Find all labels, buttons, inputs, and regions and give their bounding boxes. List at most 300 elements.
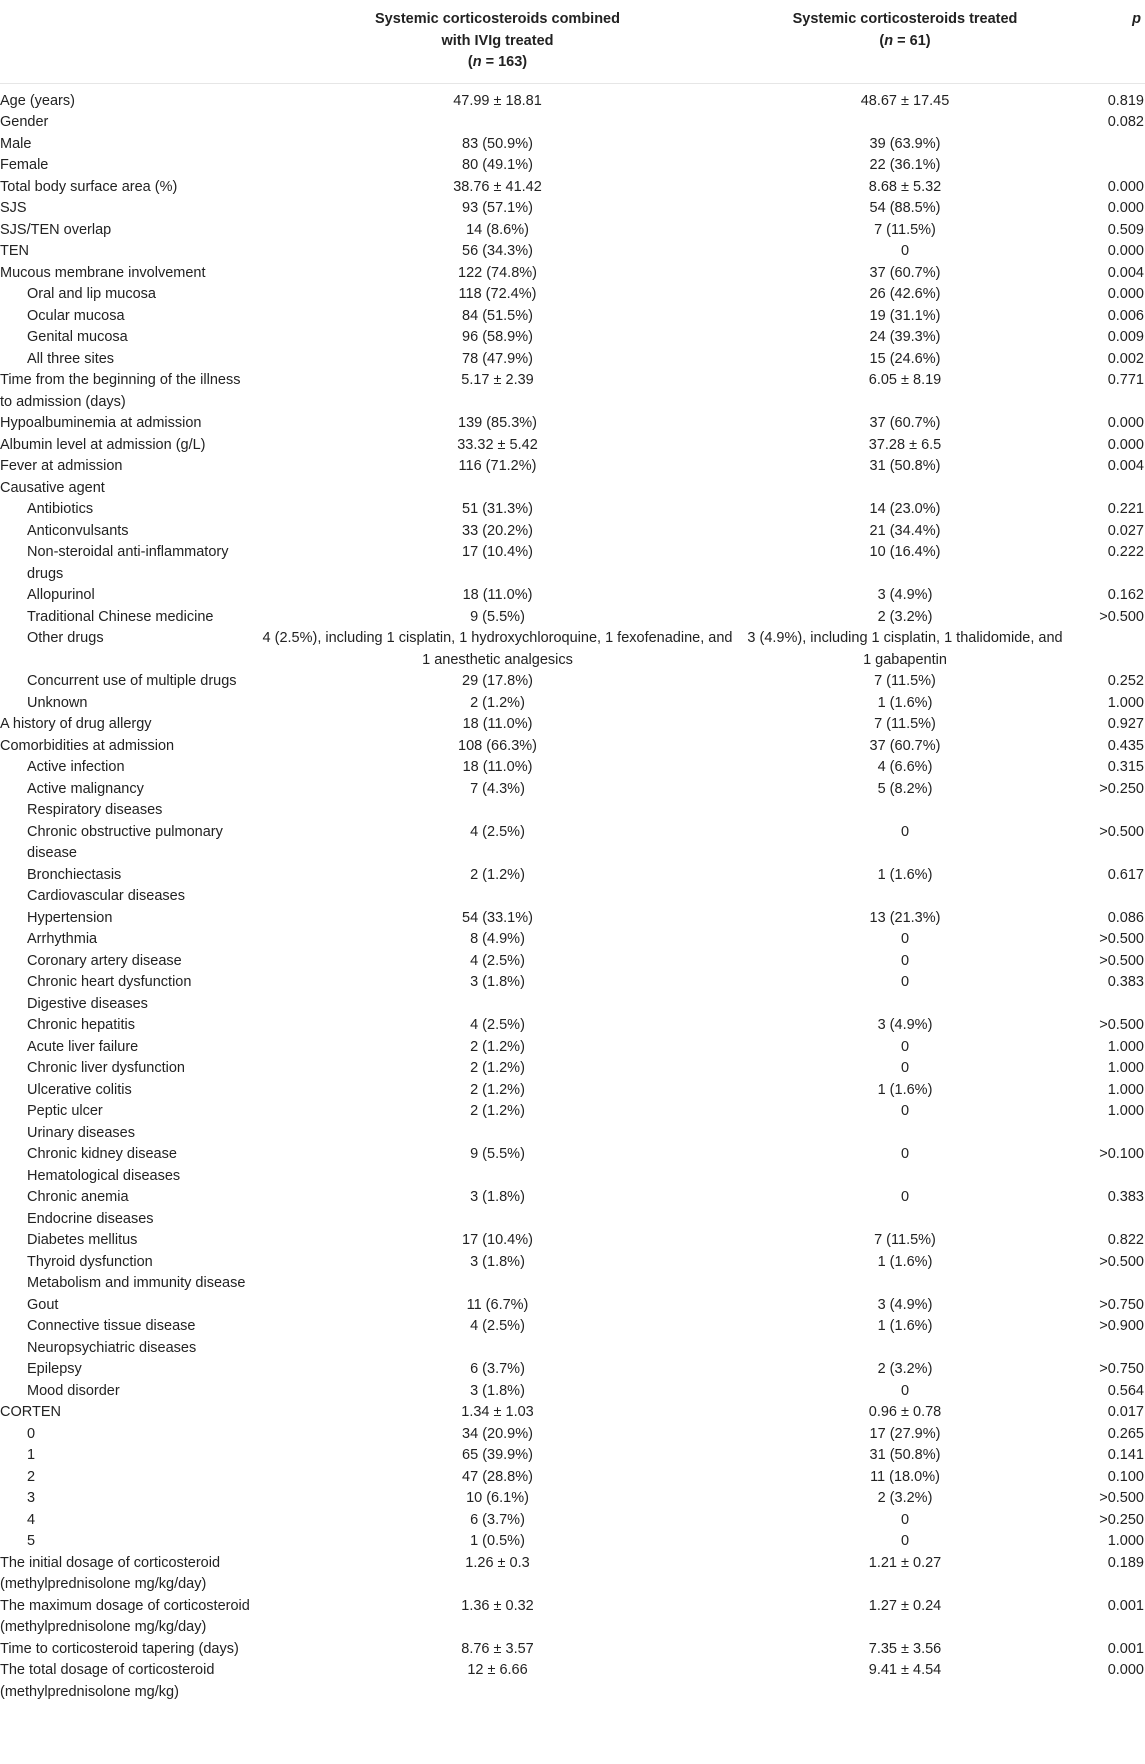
ivig-group-value: 6 (3.7%): [470, 1361, 525, 1377]
table-row: [0, 1424, 1145, 1446]
steroid-group-value: 37 (60.7%): [869, 264, 941, 281]
p-value: 0.000: [1107, 436, 1144, 453]
table-row: [0, 1209, 1145, 1231]
table-row: [0, 1596, 1145, 1639]
row-label: Total body surface area (%): [0, 178, 178, 195]
p-value: 0.564: [1107, 1382, 1144, 1399]
p-value: 0.004: [1107, 458, 1144, 474]
p-value: 1.000: [1107, 1103, 1144, 1119]
row-label: A history of drug allergy: [0, 716, 152, 732]
p-value: [1070, 478, 1145, 500]
table-row: [0, 865, 1145, 887]
ivig-group-value: 1.26 ± 0.3: [465, 1554, 530, 1571]
row-label: Other drugs: [27, 630, 104, 646]
row-label: Chronic obstructive pulmonary disease: [27, 823, 223, 861]
ivig-group-value: 14 (8.6%): [466, 221, 529, 238]
p-value: 0.509: [1107, 221, 1144, 238]
row-label: Diabetes mellitus: [27, 1232, 138, 1248]
steroid-group-value: 1 (1.6%): [877, 1253, 933, 1270]
ivig-group-value: 18 (11.0%): [462, 716, 533, 732]
steroid-group-value: 2 (3.2%): [877, 608, 933, 625]
ivig-group-value: 78 (47.9%): [462, 350, 533, 367]
table-row: [0, 628, 1145, 671]
ivig-group-value: 5.17 ± 2.39: [461, 372, 534, 388]
steroid-group-value: 14 (23.0%): [869, 501, 941, 517]
steroid-group-value: 0: [900, 974, 910, 990]
table-row: [0, 1273, 1145, 1295]
table-row: [0, 1381, 1145, 1403]
table-row: [0, 1295, 1145, 1317]
ivig-group-value: 29 (17.8%): [462, 673, 533, 689]
p-value: >0.250: [1099, 1511, 1144, 1528]
row-label: Gender: [0, 114, 49, 130]
ivig-group-value: 11 (6.7%): [466, 1296, 529, 1313]
p-value: [1070, 628, 1145, 671]
ivig-group-value: 33.32 ± 5.42: [457, 436, 538, 453]
row-label: Coronary artery disease: [27, 952, 182, 969]
steroid-group-value: 37.28 ± 6.5: [868, 436, 942, 453]
p-value: >0.500: [1099, 931, 1144, 947]
row-label: TEN: [0, 243, 29, 259]
steroid-group-value: 22 (36.1%): [869, 157, 941, 173]
steroid-group-value: 39 (63.9%): [869, 135, 941, 152]
ivig-group-value: 3 (1.8%): [470, 1253, 525, 1270]
steroid-group-value: 0: [900, 1511, 910, 1528]
ivig-group-value: 47.99 ± 18.81: [453, 92, 542, 109]
steroid-group-value: 19 (31.1%): [869, 307, 941, 324]
p-value: 0.082: [1107, 114, 1144, 130]
row-label: Acute liver failure: [27, 1038, 139, 1055]
steroid-group-value: 21 (34.4%): [869, 522, 941, 539]
row-label: Oral and lip mucosa: [27, 286, 156, 302]
p-value: 0.927: [1107, 716, 1144, 732]
ivig-group-value: 9 (5.5%): [470, 1146, 525, 1162]
p-value: [1070, 1209, 1145, 1231]
steroid-group-value: 0: [900, 1146, 910, 1162]
row-label: Thyroid dysfunction: [27, 1253, 153, 1270]
table-row: [0, 671, 1145, 693]
ivig-group-value: 33 (20.2%): [462, 522, 533, 539]
row-label: Genital mucosa: [27, 329, 128, 345]
ivig-group-value: 2 (1.2%): [470, 1038, 525, 1055]
steroid-group-value: 0: [900, 243, 910, 259]
ivig-group-value: 7 (4.3%): [470, 780, 525, 797]
table-row: [0, 134, 1145, 156]
ivig-group-value: 2 (1.2%): [470, 694, 525, 711]
table-row: [0, 1187, 1145, 1209]
table-row: [0, 822, 1145, 865]
ivig-group-value: 3 (1.8%): [470, 974, 525, 990]
steroid-group-value: 0: [900, 1060, 910, 1076]
row-label: Connective tissue disease: [27, 1318, 196, 1334]
ivig-group-value: 108 (66.3%): [458, 737, 537, 754]
row-label: Causative agent: [0, 479, 105, 496]
row-label: Hematological diseases: [27, 1167, 181, 1184]
p-value: 0.100: [1107, 1468, 1144, 1485]
row-label: The total dosage of corticosteroid (methylprednisolone mg/kg): [0, 1662, 215, 1700]
row-label: Fever at admission: [0, 458, 123, 474]
steroid-group-value: 1 (1.6%): [877, 694, 933, 711]
table-row: [0, 994, 1145, 1016]
table-row: [0, 779, 1145, 801]
ivig-group-value: 1.36 ± 0.32: [461, 1597, 534, 1614]
steroid-group-value: 0: [900, 1103, 910, 1119]
ivig-group-value: [255, 1166, 740, 1188]
row-label: 3: [27, 1490, 36, 1506]
p-value: [1070, 994, 1145, 1016]
p-value: 0.000: [1107, 178, 1144, 195]
ivig-group-value: [255, 112, 740, 134]
p-value: 0.383: [1107, 974, 1144, 990]
table-row: [0, 1402, 1145, 1424]
steroid-group-value: 13 (21.3%): [869, 909, 941, 926]
steroid-group-value: 31 (50.8%): [869, 458, 941, 474]
ivig-group-value: [255, 1209, 740, 1231]
row-label: Female: [0, 157, 49, 173]
table-row: [0, 1037, 1145, 1059]
ivig-group-value: 3 (1.8%): [470, 1382, 525, 1399]
table-row: [0, 1553, 1145, 1596]
p-value: >0.750: [1099, 1361, 1144, 1377]
table-row: [0, 241, 1145, 263]
steroid-group-value: 48.67 ± 17.45: [860, 92, 950, 109]
row-label: Chronic kidney disease: [27, 1146, 177, 1162]
p-value: 0.221: [1107, 501, 1144, 517]
steroid-group-value: 54 (88.5%): [869, 200, 941, 216]
p-value: 0.141: [1107, 1447, 1144, 1463]
steroid-group-value: 3 (4.9%): [877, 1296, 933, 1313]
row-label: Age (years): [0, 92, 75, 109]
steroid-group-value: 3 (4.9%): [877, 1017, 933, 1033]
steroid-group-value: 5 (8.2%): [877, 780, 933, 797]
row-label: Chronic hepatitis: [27, 1017, 135, 1033]
table-row: [0, 1639, 1145, 1661]
ivig-group-value: 34 (20.9%): [462, 1425, 533, 1442]
header-steroid-group: Systemic corticosteroids treated (n = 61): [740, 0, 1070, 83]
ivig-group-value: 80 (49.1%): [462, 157, 533, 173]
table-row: [0, 521, 1145, 543]
p-value: >0.250: [1099, 780, 1144, 797]
ivig-group-value: 18 (11.0%): [462, 759, 533, 775]
row-label: Hypoalbuminemia at admission: [0, 415, 202, 431]
row-label: Concurrent use of multiple drugs: [27, 673, 237, 689]
steroid-group-value: 1 (1.6%): [877, 866, 933, 883]
steroid-group-value: 7 (11.5%): [874, 716, 936, 732]
ivig-group-value: 12 ± 6.66: [467, 1662, 528, 1678]
ivig-group-value: [255, 886, 740, 908]
ivig-group-value: 4 (2.5%), including 1 cisplatin, 1 hydroxychloroquine, 1 fexofenadine, and 1 anesthetic analgesics: [262, 630, 733, 668]
p-value: 0.001: [1107, 1640, 1144, 1657]
steroid-group-value: 0: [900, 1038, 910, 1055]
table-header: [0, 0, 1145, 83]
steroid-group-value: 0: [900, 823, 910, 840]
ivig-group-value: 54 (33.1%): [462, 909, 533, 926]
ivig-group-value: 139 (85.3%): [458, 415, 537, 431]
ivig-group-value: 96 (58.9%): [462, 329, 533, 345]
ivig-group-value: 83 (50.9%): [462, 135, 533, 152]
p-value: 0.162: [1107, 587, 1144, 603]
row-label: Comorbidities at admission: [0, 737, 175, 754]
row-label: SJS: [0, 200, 27, 216]
table-row: [0, 757, 1145, 779]
ivig-group-value: 2 (1.2%): [470, 1060, 525, 1076]
row-label: SJS/TEN overlap: [0, 221, 112, 238]
ivig-group-value: 10 (6.1%): [466, 1490, 529, 1506]
p-value: 0.771: [1107, 372, 1144, 388]
table-row: [0, 1058, 1145, 1080]
ivig-group-value: 116 (71.2%): [458, 458, 537, 474]
steroid-group-value: [740, 1166, 1070, 1188]
table-row: [0, 112, 1145, 134]
p-value: 0.315: [1107, 759, 1144, 775]
header-p-value: p: [1070, 0, 1145, 83]
ivig-group-value: 3 (1.8%): [470, 1189, 525, 1205]
steroid-group-value: 15 (24.6%): [869, 350, 941, 367]
ivig-group-value: 1 (0.5%): [470, 1533, 525, 1549]
row-label: 4: [27, 1511, 36, 1528]
p-value: 0.000: [1107, 415, 1144, 431]
p-value: >0.500: [1099, 1490, 1144, 1506]
p-value: 0.252: [1107, 673, 1144, 689]
ivig-group-value: 9 (5.5%): [470, 608, 525, 625]
header-steroid-line1: Systemic corticosteroids treated: [792, 11, 1018, 27]
ivig-group-value: 93 (57.1%): [462, 200, 533, 216]
table-row: [0, 1252, 1145, 1274]
ivig-group-value: 65 (39.9%): [462, 1447, 533, 1463]
table-row: [0, 886, 1145, 908]
table-row: [0, 1080, 1145, 1102]
row-label: Cardiovascular diseases: [27, 888, 185, 904]
table-row: [0, 1531, 1145, 1553]
ivig-group-value: 6 (3.7%): [470, 1511, 525, 1528]
ivig-group-value: 84 (51.5%): [462, 307, 533, 324]
table-row: [0, 1230, 1145, 1252]
steroid-group-value: 2 (3.2%): [877, 1361, 933, 1377]
steroid-group-value: 6.05 ± 8.19: [868, 372, 942, 388]
p-value: 0.265: [1107, 1425, 1144, 1442]
p-value: 0.006: [1107, 307, 1144, 324]
table-row: [0, 1338, 1145, 1360]
row-label: Urinary diseases: [27, 1124, 135, 1141]
steroid-group-value: 0: [900, 952, 910, 969]
table-row: [0, 585, 1145, 607]
row-label: 0: [27, 1425, 36, 1442]
steroid-group-value: 0: [900, 931, 910, 947]
p-value: 0.819: [1107, 92, 1144, 109]
row-label: Epilepsy: [27, 1361, 82, 1377]
row-label: Endocrine diseases: [27, 1210, 154, 1227]
steroid-group-value: 1 (1.6%): [877, 1081, 933, 1098]
p-value: 0.017: [1107, 1404, 1144, 1420]
table-row: [0, 1123, 1145, 1145]
p-value: >0.100: [1099, 1146, 1144, 1162]
table-row: [0, 327, 1145, 349]
header-steroid-n-var: n: [884, 32, 894, 49]
row-label: Unknown: [27, 694, 88, 711]
table-row: [0, 263, 1145, 285]
steroid-group-value: 1 (1.6%): [877, 1318, 933, 1334]
steroid-group-value: 37 (60.7%): [869, 415, 941, 431]
ivig-group-value: [255, 800, 740, 822]
steroid-group-value: 7 (11.5%): [874, 1232, 936, 1248]
ivig-group-value: 4 (2.5%): [470, 1017, 525, 1033]
p-value: 0.000: [1107, 243, 1144, 259]
steroid-group-value: 1.27 ± 0.24: [868, 1597, 942, 1614]
table-row: [0, 499, 1145, 521]
ivig-group-value: 2 (1.2%): [470, 1103, 525, 1119]
steroid-group-value: [740, 1338, 1070, 1360]
header-steroid-n: = 61): [893, 32, 931, 49]
ivig-group-value: 17 (10.4%): [462, 1232, 533, 1248]
p-value: [1070, 886, 1145, 908]
steroid-group-value: 17 (27.9%): [869, 1425, 941, 1442]
table-row: [0, 413, 1145, 435]
table-row: [0, 951, 1145, 973]
header-ivig-line2: with IVIg treated: [441, 32, 554, 49]
table-row: [0, 220, 1145, 242]
row-label: 2: [27, 1468, 36, 1485]
row-label: Non-steroidal anti-inflammatory drugs: [27, 544, 229, 582]
steroid-group-value: 9.41 ± 4.54: [868, 1662, 942, 1678]
ivig-group-value: 56 (34.3%): [462, 243, 533, 259]
ivig-group-value: 51 (31.3%): [462, 501, 533, 517]
row-label: Antibiotics: [27, 501, 94, 517]
table-row: [0, 435, 1145, 457]
table-row: [0, 306, 1145, 328]
header-ivig-group: Systemic corticosteroids combined with IVIg treated (n = 163): [255, 0, 740, 83]
row-label: Albumin level at admission (g/L): [0, 436, 206, 453]
steroid-group-value: 7.35 ± 3.56: [868, 1640, 942, 1657]
table-row: [0, 198, 1145, 220]
table-row: [0, 800, 1145, 822]
p-value: [1070, 134, 1145, 156]
row-label: Mucous membrane involvement: [0, 264, 206, 281]
row-label: Time from the beginning of the illness to admission (days): [0, 372, 241, 410]
row-label: The initial dosage of corticosteroid (methylprednisolone mg/kg/day): [0, 1554, 221, 1592]
p-value: 0.086: [1107, 909, 1144, 926]
p-value: 0.027: [1107, 522, 1144, 539]
steroid-group-value: 2 (3.2%): [877, 1490, 933, 1506]
row-label: Male: [0, 135, 32, 152]
steroid-group-value: 4 (6.6%): [877, 759, 933, 775]
row-label: Active infection: [27, 759, 125, 775]
steroid-group-value: [740, 1209, 1070, 1231]
ivig-group-value: 18 (11.0%): [462, 587, 533, 603]
table-row: [0, 478, 1145, 500]
row-label: Chronic anemia: [27, 1189, 129, 1205]
table-row: [0, 607, 1145, 629]
table-row: [0, 83, 1145, 112]
table-row: [0, 1101, 1145, 1123]
row-label: Anticonvulsants: [27, 522, 129, 539]
p-value: >0.500: [1099, 1253, 1144, 1270]
ivig-group-value: 2 (1.2%): [470, 866, 525, 883]
steroid-group-value: [740, 994, 1070, 1016]
table-row: [0, 1445, 1145, 1467]
table-row: [0, 1660, 1145, 1703]
p-value: 0.001: [1107, 1597, 1144, 1614]
steroid-group-value: 7 (11.5%): [874, 221, 936, 238]
ivig-group-value: [255, 1273, 740, 1295]
row-label: 5: [27, 1533, 36, 1549]
ivig-group-value: [255, 478, 740, 500]
ivig-group-value: 8.76 ± 3.57: [461, 1640, 534, 1657]
p-value: [1070, 155, 1145, 177]
steroid-group-value: 8.68 ± 5.32: [868, 178, 942, 195]
p-value: >0.500: [1099, 1017, 1144, 1033]
p-value: >0.900: [1099, 1318, 1144, 1334]
p-value: 0.004: [1107, 264, 1144, 281]
steroid-group-value: 24 (39.3%): [869, 329, 941, 345]
steroid-group-value: 0: [900, 1382, 910, 1399]
row-label: Time to corticosteroid tapering (days): [0, 1640, 239, 1657]
row-label: Chronic heart dysfunction: [27, 974, 192, 990]
table-row: [0, 155, 1145, 177]
table-row: [0, 929, 1145, 951]
p-value: [1070, 800, 1145, 822]
row-label: The maximum dosage of corticosteroid (methylprednisolone mg/kg/day): [0, 1597, 250, 1635]
steroid-group-value: 7 (11.5%): [874, 673, 936, 689]
p-value: >0.750: [1099, 1296, 1144, 1313]
steroid-group-value: 3 (4.9%), including 1 cisplatin, 1 thalidomide, and 1 gabapentin: [747, 630, 1063, 668]
row-label: All three sites: [27, 350, 115, 367]
p-value: 1.000: [1107, 1533, 1144, 1549]
row-label: Ocular mucosa: [27, 307, 125, 324]
table-row: [0, 714, 1145, 736]
ivig-group-value: [255, 994, 740, 1016]
row-label: 1: [27, 1447, 36, 1463]
steroid-group-value: 0: [900, 1189, 910, 1205]
table-row: [0, 1467, 1145, 1489]
table-row: [0, 908, 1145, 930]
row-label: Metabolism and immunity disease: [27, 1275, 246, 1291]
steroid-group-value: 10 (16.4%): [869, 544, 941, 560]
steroid-group-value: 11 (18.0%): [870, 1468, 940, 1485]
table-row: [0, 972, 1145, 994]
ivig-group-value: 2 (1.2%): [470, 1081, 525, 1098]
row-label: Gout: [27, 1296, 59, 1313]
table-row: [0, 1144, 1145, 1166]
steroid-group-value: [740, 800, 1070, 822]
row-label: Mood disorder: [27, 1382, 120, 1399]
ivig-group-value: 122 (74.8%): [458, 264, 537, 281]
ivig-group-value: 4 (2.5%): [470, 1318, 525, 1334]
row-label: Hypertension: [27, 909, 113, 926]
p-value: 1.000: [1107, 694, 1144, 711]
p-value: 0.822: [1107, 1232, 1144, 1248]
table-row: [0, 1316, 1145, 1338]
ivig-group-value: 17 (10.4%): [462, 544, 533, 560]
p-value: >0.500: [1099, 608, 1144, 625]
ivig-group-value: 47 (28.8%): [462, 1468, 533, 1485]
p-value: >0.500: [1099, 952, 1144, 969]
ivig-group-value: [255, 1123, 740, 1145]
ivig-group-value: 8 (4.9%): [470, 931, 525, 947]
p-value: [1070, 1123, 1145, 1145]
row-label: Arrhythmia: [27, 931, 98, 947]
p-value: [1070, 1338, 1145, 1360]
steroid-group-value: 26 (42.6%): [869, 286, 941, 302]
row-label: Traditional Chinese medicine: [27, 608, 214, 625]
table-row: [0, 542, 1145, 585]
header-ivig-n: = 163): [481, 54, 528, 70]
steroid-group-value: [740, 1273, 1070, 1295]
table-row: [0, 693, 1145, 715]
ivig-group-value: [255, 1338, 740, 1360]
table-row: [0, 1166, 1145, 1188]
p-value: 0.002: [1107, 350, 1144, 367]
p-value: 0.617: [1107, 866, 1144, 883]
